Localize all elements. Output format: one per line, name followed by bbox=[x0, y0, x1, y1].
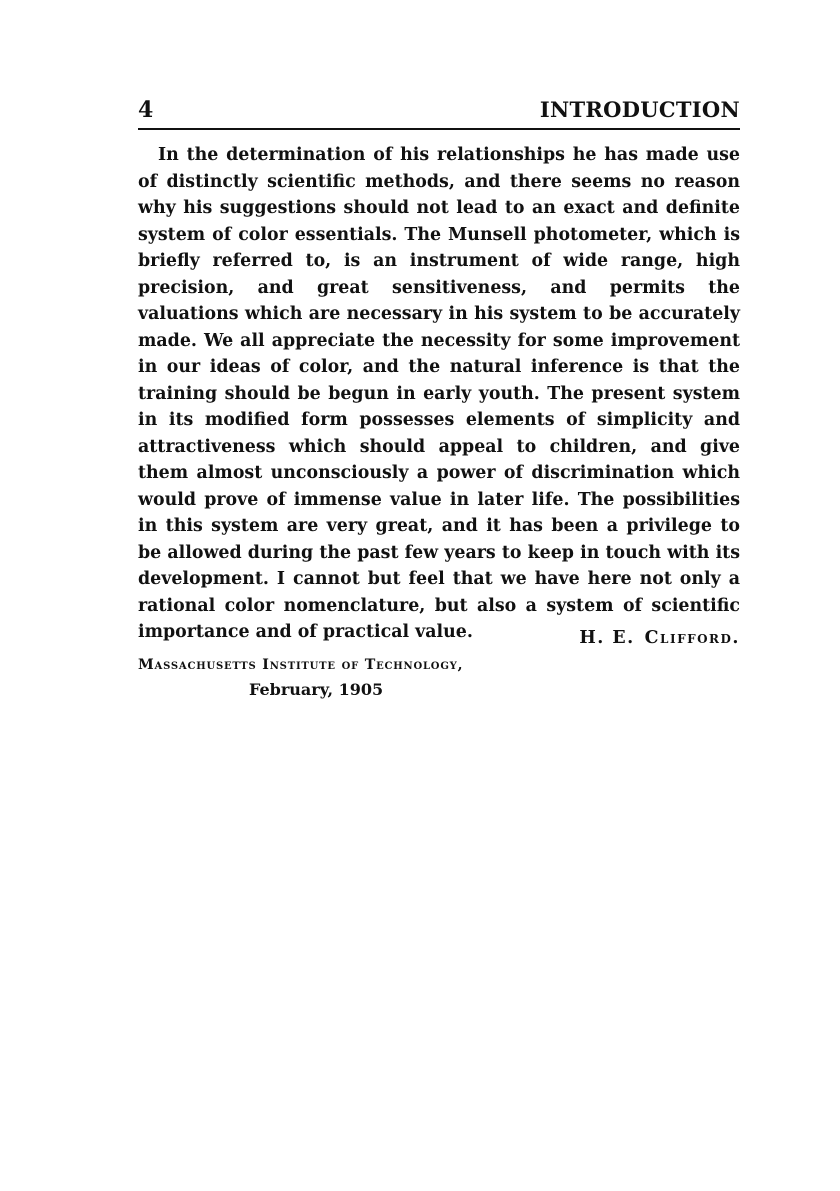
affiliation-institution: Massachusetts Institute of Technology, bbox=[138, 657, 464, 673]
signature-surname: Clifford. bbox=[644, 628, 740, 648]
affiliation-date: February, 1905 bbox=[249, 680, 384, 699]
page-header bbox=[138, 96, 740, 130]
signature bbox=[579, 624, 740, 652]
signature-initials: H. E. bbox=[579, 628, 635, 648]
body-paragraph: In the determination of his relationships he has made use of distinctly scientific methods, and there seems no reason why his suggestions should not lead to an exact and definite system of color essentials. The Munsell photometer, which is briefly referred to, is an instrument of wide range, high precision, and great sensitiveness, and permits the valuations which are necessary in his system to be accurately made. We all appreciate the necessity for some improvement in our ideas of color, and the natural inference is that the training should be begun in early youth. The present system in its modified form possesses elements of simplicity and attractiveness which should appeal to children, and give them almost unconsciously a power of discrimination which would prove of immense value in later life. The possibilities in this system are very great, and it has been a privilege to be allowed during the past few years to keep in touch with its development. I cannot but feel that we have here not only a rational color nomenclature, but also a system of scientific importance and of practical value. bbox=[138, 145, 740, 642]
page-number: 4 bbox=[138, 97, 154, 123]
running-head: INTRODUCTION bbox=[539, 97, 740, 122]
